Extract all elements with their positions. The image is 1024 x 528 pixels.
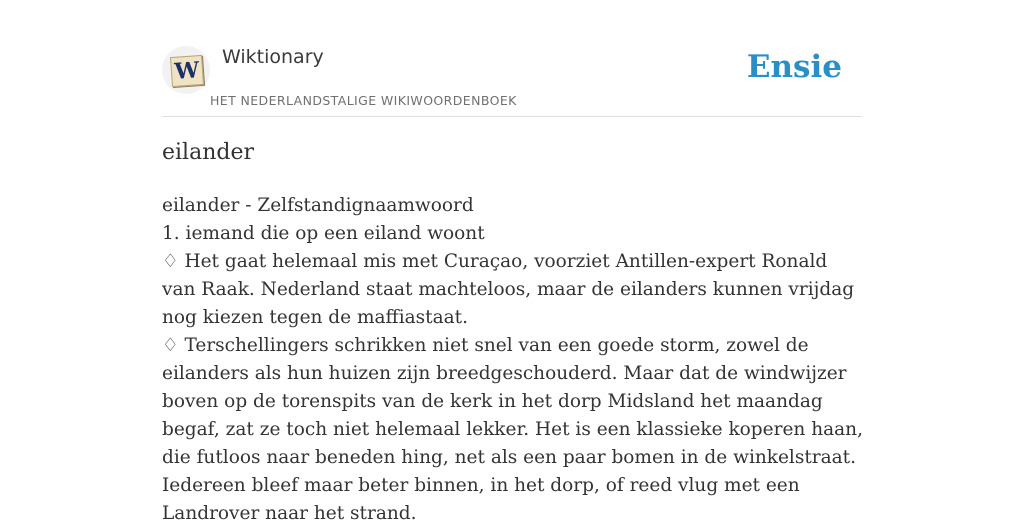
example-1: ♢ Het gaat helemaal mis met Curaçao, voorziet Antillen-expert Ronald van Raak. Nederland staat machteloos, maar de eilanders kunnen vrijdag nog kiezen tegen de maffiastaat.: [162, 251, 855, 328]
site-header: [162, 40, 862, 117]
wiktionary-logo-icon[interactable]: [162, 46, 210, 94]
ensie-brand-logo[interactable]: Ensie: [746, 49, 842, 85]
site-name[interactable]: Wiktionary: [222, 46, 324, 68]
entry-content: [162, 192, 866, 528]
site-tagline: HET NEDERLANDSTALIGE WIKIWOORDENBOEK: [210, 93, 517, 108]
example-2: ♢ Terschellingers schrikken niet snel van een goede storm, zowel de eilanders als hun huizen zijn breedgeschouderd. Maar dat de windwijzer boven op de torenspits van de kerk in het dorp Midsland het maandag begaf, zat ze toch niet helemaal lekker. Het is een klassieke koperen haan, die futloos naar beneden hing, net als een paar bomen in de winkelstraat. Iedereen bleef maar beter binnen, in het dorp, of reed vlug met een Landrover naar het strand.: [162, 335, 863, 524]
word-type: eilander - Zelfstandignaamwoord: [162, 195, 474, 216]
logo-tile: W: [170, 55, 204, 87]
definition: 1. iemand die op een eiland woont: [162, 223, 485, 244]
page-title: eilander: [162, 140, 254, 165]
